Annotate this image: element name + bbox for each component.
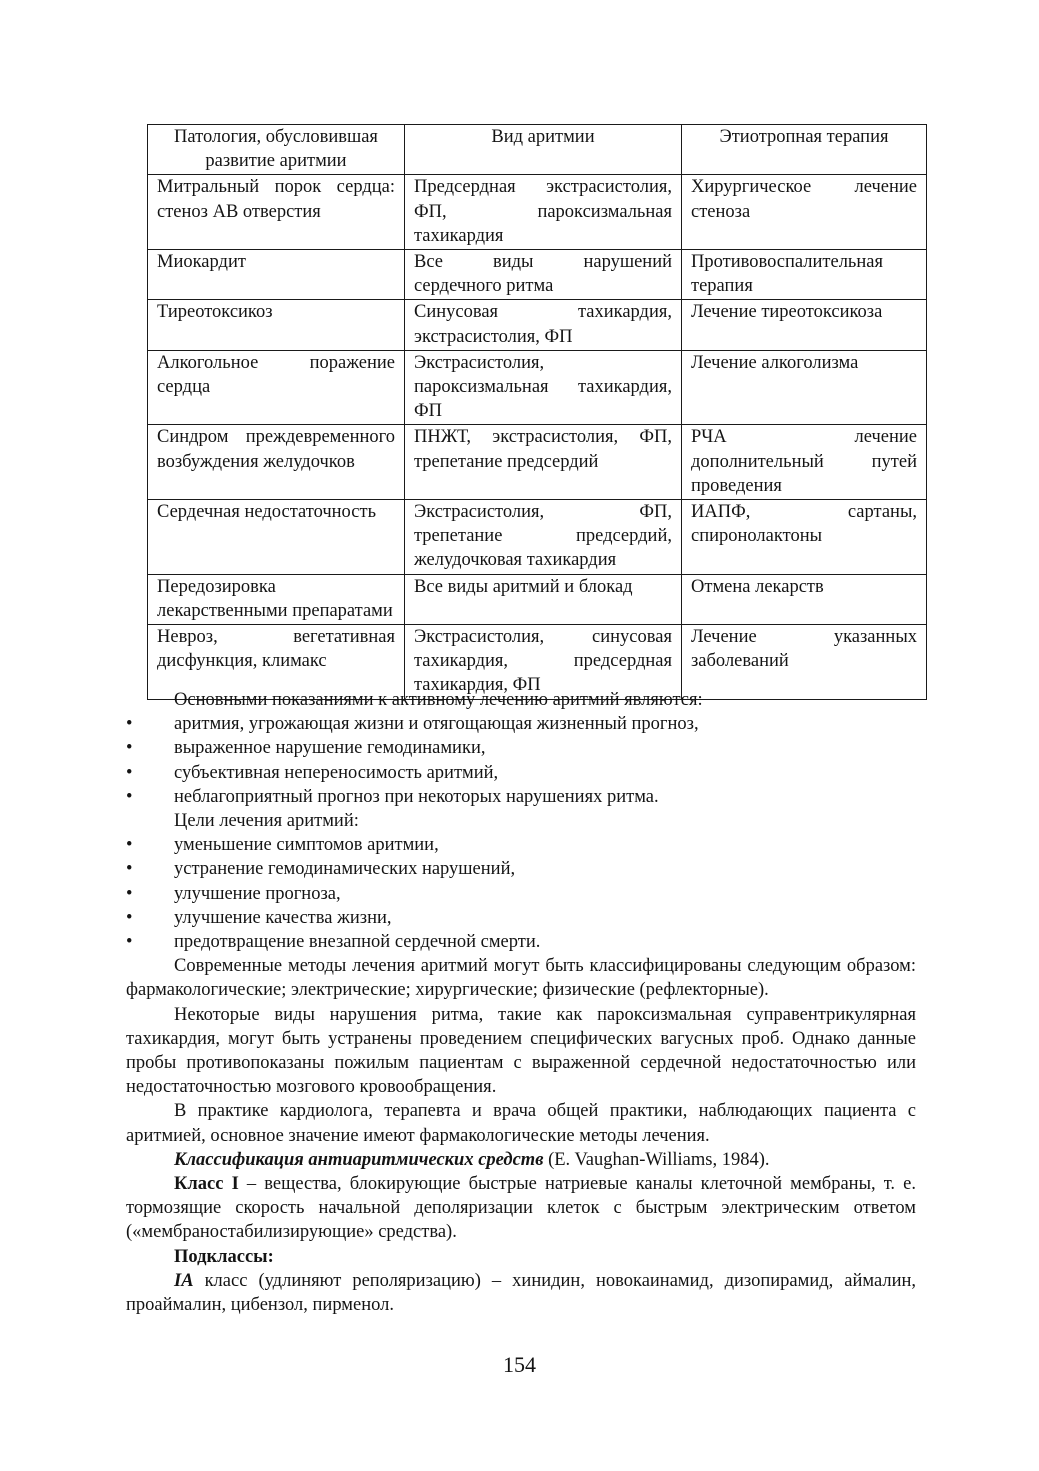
bullet-icon: • xyxy=(126,932,133,953)
header-pathology: Патология, обусловившая развитие аритмии xyxy=(148,125,405,175)
goal-text: улучшение прогноза, xyxy=(174,883,341,904)
list-item xyxy=(126,833,916,857)
list-item xyxy=(126,712,916,736)
table-row xyxy=(148,350,927,425)
subclass-ia-description: класс (удлиняют реполяризацию) – хинидин, новокаинамид, дизопирамид, аймалин, проаймалин, цибензол, пирменол. xyxy=(126,1270,916,1316)
cell-therapy: ИАПФ, сартаны, спиронолактоны xyxy=(682,500,927,575)
cell-arrhythmia: ПНЖТ, экстрасистолия, ФП, трепетание предсердий xyxy=(405,425,682,500)
indications-intro: Основными показаниями к активному лечению аритмий являются: xyxy=(174,690,703,710)
list-item xyxy=(126,761,916,785)
goals-intro: Цели лечения аритмий: xyxy=(174,811,359,832)
class-1-label: Класс I xyxy=(174,1174,239,1195)
cell-arrhythmia: Все виды аритмий и блокад xyxy=(405,574,682,624)
goal-text: устранение гемодинамических нарушений, xyxy=(174,859,516,880)
paragraph-clinical-practice: В практике кардиолога, терапевта и врача общей практики, наблюдающих пациента с аритмией, основное значение имеют фармакологические методы лечения. xyxy=(126,1101,916,1146)
class-1-paragraph xyxy=(126,1172,916,1245)
class-1-description: – вещества, блокирующие быстрые натриевые каналы клеточной мембраны, т. е. тормозящие скорость начальной деполяризации клеток с быстрым электрическим ответом («мембраностабилизирующие» средства). xyxy=(126,1174,917,1243)
classification-title: Классификация антиаритмических средств xyxy=(174,1149,544,1170)
cell-therapy: Противовоспалительная терапия xyxy=(682,250,927,300)
page-number: 154 xyxy=(503,1352,536,1377)
cell-arrhythmia: Экстрасистолия, синусовая тахикардия, предсердная тахикардия, ФП xyxy=(405,625,682,700)
indication-text: субъективная непереносимость аритмий, xyxy=(174,762,499,783)
bullet-icon: • xyxy=(126,714,133,735)
list-item xyxy=(126,882,916,906)
bullet-icon: • xyxy=(126,786,133,807)
table-row xyxy=(148,250,927,300)
table-header-row xyxy=(148,125,927,175)
indication-text: выраженное нарушение гемодинамики, xyxy=(174,738,486,759)
cell-pathology: Синдром преждевременного возбуждения желудочков xyxy=(148,425,405,500)
table-row xyxy=(148,574,927,624)
classification-reference: (E. Vaughan-Williams, 1984). xyxy=(543,1149,770,1170)
indication-text: неблагоприятный прогноз при некоторых нарушениях ритма. xyxy=(174,786,659,807)
goal-text: уменьшение симптомов аритмии, xyxy=(174,835,439,856)
cell-arrhythmia: Экстрасистолия, ФП, трепетание предсердий, желудочковая тахикардия xyxy=(405,500,682,575)
list-item xyxy=(126,930,916,954)
subclass-ia-label: IA xyxy=(174,1270,194,1291)
bullet-icon: • xyxy=(126,738,133,759)
bullet-icon: • xyxy=(126,883,133,904)
header-arrhythmia-type: Вид аритмии xyxy=(405,125,682,175)
table-row xyxy=(148,425,927,500)
cell-pathology: Тиреотоксикоз xyxy=(148,300,405,350)
cell-arrhythmia: Все виды нарушений сердечного ритма xyxy=(405,250,682,300)
cell-pathology: Митральный порок сердца: стеноз АВ отверстия xyxy=(148,175,405,250)
cell-therapy: РЧА лечение дополнительный путей проведения xyxy=(682,425,927,500)
list-item xyxy=(126,785,916,809)
subclasses-label: Подклассы: xyxy=(174,1246,274,1267)
list-item xyxy=(126,906,916,930)
cell-pathology: Сердечная недостаточность xyxy=(148,500,405,575)
paragraph-vagal-maneuvers: Некоторые виды нарушения ритма, такие как пароксизмальная суправентрикулярная тахикардия, могут быть устранены проведением специфических вагусных проб. Однако данные пробы противопоказаны пожилым пациентам с выраженной сердечной недостаточностью или недостаточностью мозгового кровообращения. xyxy=(126,1004,916,1098)
list-item xyxy=(126,857,916,881)
list-item xyxy=(126,736,916,760)
goal-text: улучшение качества жизни, xyxy=(174,907,392,928)
cell-therapy: Лечение тиреотоксикоза xyxy=(682,300,927,350)
table-row xyxy=(148,175,927,250)
bullet-icon: • xyxy=(126,762,133,783)
subclass-ia-paragraph xyxy=(126,1269,916,1317)
bullet-icon: • xyxy=(126,835,133,856)
subclasses-heading xyxy=(126,1245,916,1269)
body-text xyxy=(126,688,916,1317)
paragraph-treatment-methods: Современные методы лечения аритмий могут быть классифицированы следующим образом: фармакологические; электрические; хирургические; физические (рефлекторные). xyxy=(126,956,916,1001)
cell-arrhythmia: Синусовая тахикардия, экстрасистолия, ФП xyxy=(405,300,682,350)
cell-therapy: Хирургическое лечение стеноза xyxy=(682,175,927,250)
table-row xyxy=(148,500,927,575)
cell-therapy: Отмена лекарств xyxy=(682,574,927,624)
goal-text: предотвращение внезапной сердечной смерти. xyxy=(174,932,541,953)
classification-heading xyxy=(126,1148,916,1172)
header-etiotropic-therapy: Этиотропная терапия xyxy=(682,125,927,175)
arrhythmia-etiology-table xyxy=(147,124,927,700)
bullet-icon: • xyxy=(126,859,133,880)
cell-pathology: Алкогольное поражение сердца xyxy=(148,350,405,425)
cell-arrhythmia: Предсердная экстрасистолия, ФП, пароксизмальная тахикардия xyxy=(405,175,682,250)
cell-pathology: Передозировка лекарственными препаратами xyxy=(148,574,405,624)
bullet-icon: • xyxy=(126,907,133,928)
cell-pathology: Невроз, вегетативная дисфункция, климакс xyxy=(148,625,405,700)
cell-arrhythmia: Экстрасистолия, пароксизмальная тахикардия, ФП xyxy=(405,350,682,425)
cell-pathology: Миокардит xyxy=(148,250,405,300)
indication-text: аритмия, угрожающая жизни и отягощающая жизненный прогноз, xyxy=(174,714,699,735)
cell-therapy: Лечение указанных заболеваний xyxy=(682,625,927,700)
table-row xyxy=(148,300,927,350)
cell-therapy: Лечение алкоголизма xyxy=(682,350,927,425)
